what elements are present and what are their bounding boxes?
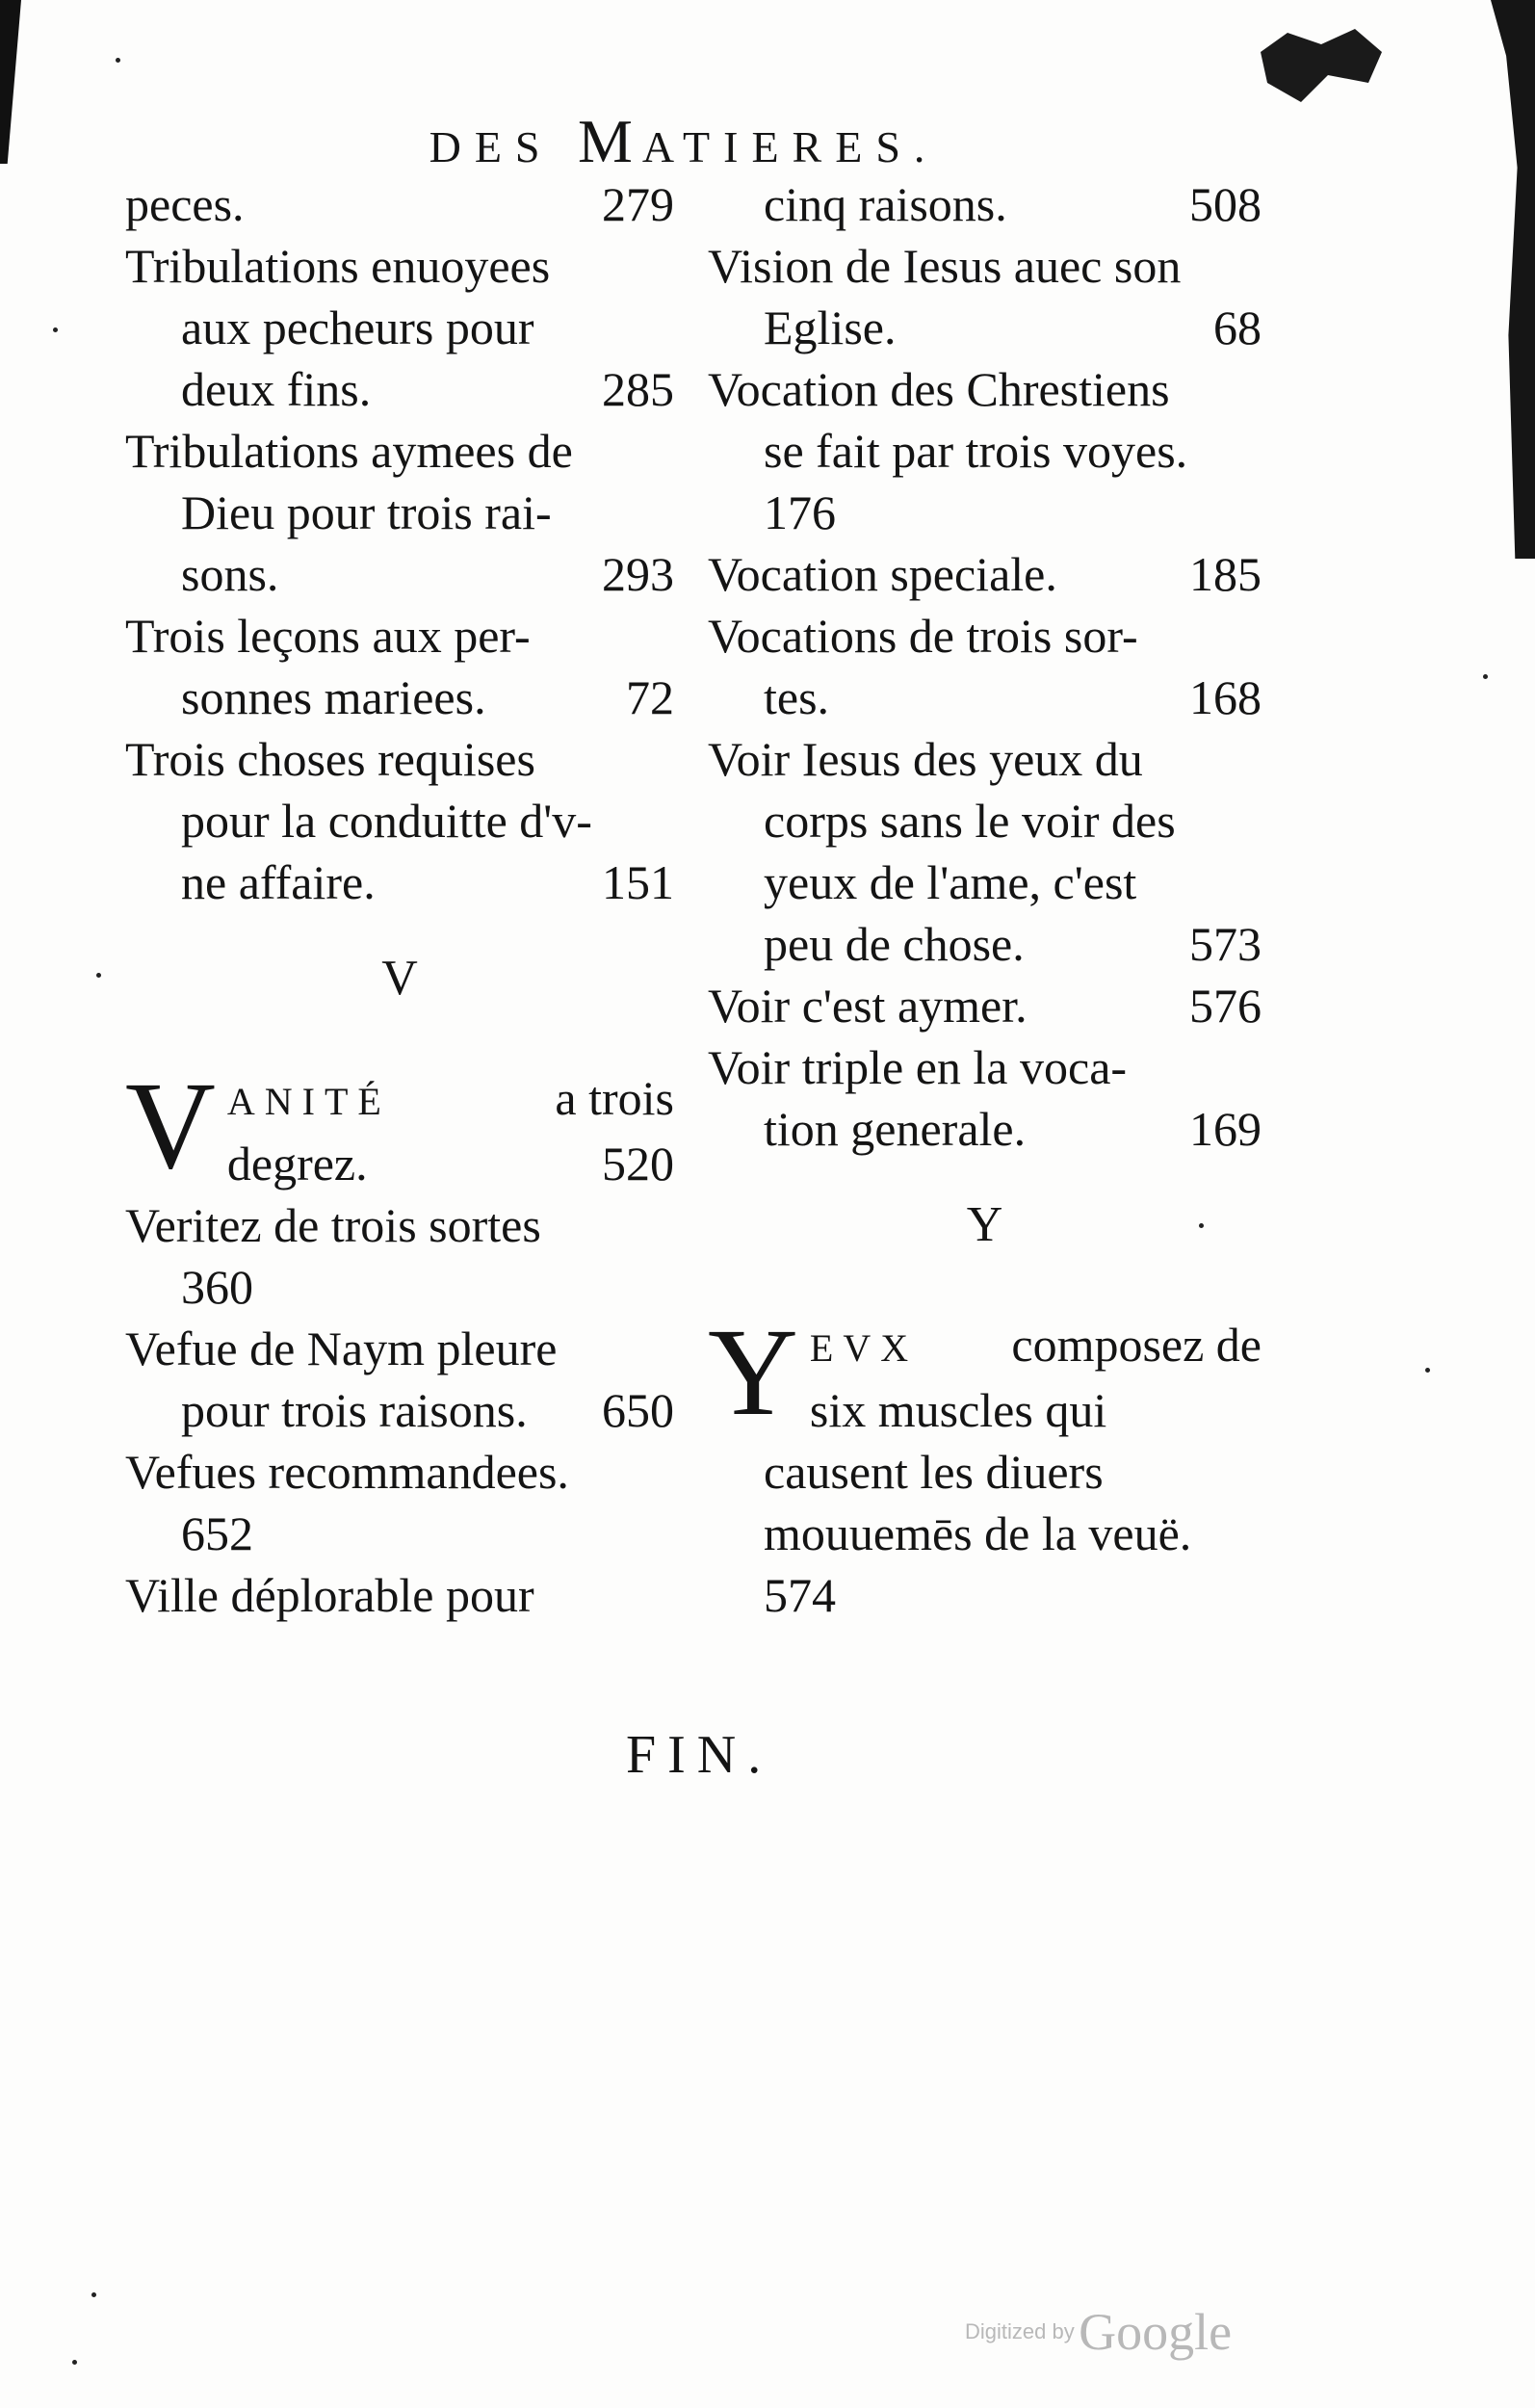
header-initial: M <box>578 107 642 175</box>
page-number: 169 <box>1189 1102 1262 1156</box>
google-logo: Google <box>1079 2303 1233 2361</box>
ink-speck <box>91 2292 96 2297</box>
page-number: 72 <box>626 670 674 724</box>
index-entry: Vefues recommandees. 652 <box>125 1445 569 1560</box>
ink-speck <box>53 327 58 332</box>
index-entry: Voir Iesus des yeux du corps sans le voir des yeux de l'ame, c'est peu de chose. 573 <box>708 728 1262 975</box>
page-edge-left <box>0 0 21 164</box>
index-entry: Ville déplorable pour <box>125 1568 534 1622</box>
ink-speck <box>1199 1223 1204 1228</box>
section-letter-y: Y <box>966 1197 1003 1252</box>
ink-speck <box>1483 674 1488 679</box>
ink-speck <box>72 2360 77 2365</box>
page-number: 279 <box>602 177 674 231</box>
index-column-right <box>708 173 1262 1626</box>
index-entry: Voir triple en la voca- tion generale. 169 <box>708 1036 1262 1160</box>
index-entry: cinq raisons. 508 <box>708 173 1262 235</box>
ink-speck <box>1425 1368 1430 1373</box>
index-entry: peces. 279 <box>125 173 674 235</box>
drop-cap: Y <box>708 1303 798 1442</box>
page-number: 151 <box>602 855 674 909</box>
header-text-rest: ATIERES. <box>641 122 939 171</box>
index-entry: Trois leçons aux per- sonnes mariees. 72 <box>125 605 674 728</box>
section-letter-v: V <box>381 951 418 1006</box>
index-entry: Vocations de trois sor- tes. 168 <box>708 605 1262 728</box>
index-entry-dropcap: Y EVX composez de six muscles qui causent les diuers mouuemēs de la veuë. 574 <box>708 1303 1262 1622</box>
page-number: 68 <box>1213 301 1262 354</box>
index-entry: Tribulations aymees de Dieu pour trois rai- sons. 293 <box>125 420 674 605</box>
index-entry: Vocation speciale. 185 <box>708 543 1262 605</box>
fin-text: FIN. <box>626 1725 773 1785</box>
drop-cap: V <box>125 1057 216 1195</box>
index-entry: Vision de Iesus auec son Eglise. 68 <box>708 235 1262 358</box>
ink-speck <box>96 973 101 978</box>
index-entry: Tribulations enuoyees aux pecheurs pour deux fins. 285 <box>125 235 674 420</box>
page-number: 285 <box>602 362 674 416</box>
index-entry: Trois choses requises pour la conduitte d'v- ne affaire. 151 <box>125 728 674 913</box>
ink-blot <box>1247 29 1382 106</box>
index-entry: Vocation des Chrestiens se fait par trois voyes. 176 <box>708 362 1188 539</box>
page-edge-right <box>1491 0 1535 559</box>
index-entry: Vefue de Naym pleure pour trois raisons. 650 <box>125 1318 674 1441</box>
ink-speck <box>116 58 120 63</box>
digitized-watermark: Digitized by Google <box>965 2303 1233 2361</box>
index-column-left <box>125 173 674 1626</box>
running-header <box>366 106 1002 177</box>
page-number: 508 <box>1189 177 1262 231</box>
page-number: 576 <box>1189 979 1262 1033</box>
page-number: 293 <box>602 547 674 601</box>
header-text: DES <box>429 122 554 171</box>
index-entry: Veritez de trois sortes 360 <box>125 1198 541 1314</box>
index-entry: Voir c'est aymer. 576 <box>708 975 1262 1036</box>
page-number: 520 <box>602 1137 674 1191</box>
page-number: 650 <box>602 1383 674 1437</box>
page-number: 185 <box>1189 547 1262 601</box>
index-entry-dropcap: V ANITÉ a trois degrez. 520 <box>125 1057 674 1195</box>
page-number: 573 <box>1189 917 1262 971</box>
page-number: 168 <box>1189 670 1262 724</box>
